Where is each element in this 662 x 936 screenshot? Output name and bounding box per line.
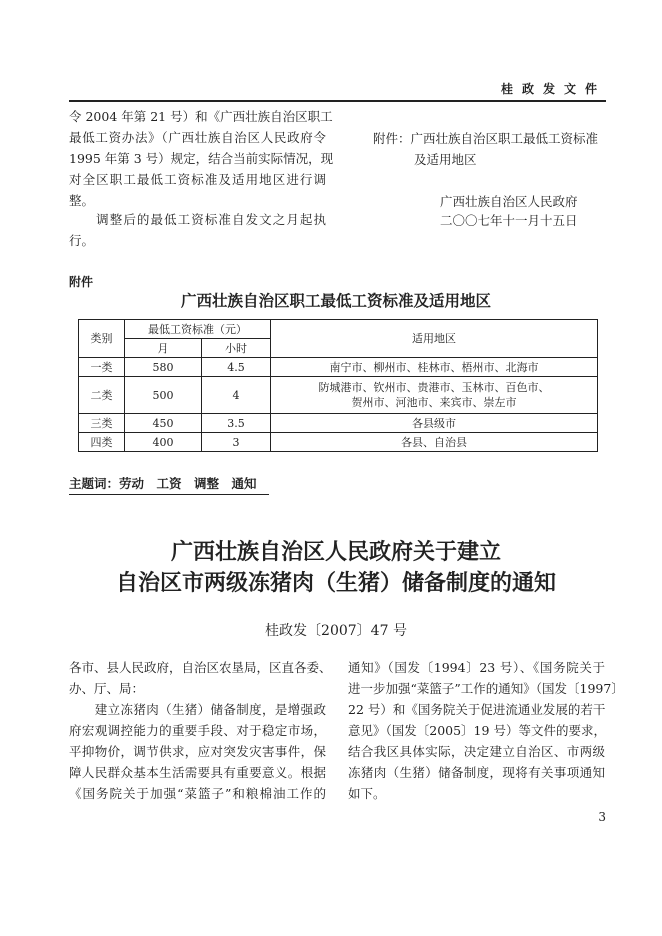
cell-hour: 3.5 [202, 414, 271, 433]
issue-date: 二〇〇七年十一月十五日 [440, 213, 578, 228]
keywords-rule [69, 494, 269, 495]
cell-month: 500 [125, 377, 202, 414]
table-row [79, 377, 598, 414]
cell-category: 四类 [79, 433, 125, 452]
text-line: 《国务院关于加强“菜篮子”和粮棉油工作的 [69, 786, 326, 801]
keywords: 主题词：劳动 工资 调整 通知 [69, 476, 257, 491]
text-line: 障人民群众基本生活需要具有重要意义。根据 [69, 765, 326, 780]
text-line: 通知》（国发〔1994〕23 号）、《国务院关于 [348, 660, 605, 675]
cell-region: 南宁市、柳州市、桂林市、梧州市、北海市 [271, 358, 598, 377]
cell-region: 各县级市 [271, 414, 598, 433]
signer: 广西壮族自治区人民政府 [440, 194, 578, 209]
header-region: 适用地区 [271, 320, 598, 358]
text-line: 意见》（国发〔2005〕19 号）等文件的要求， [348, 723, 606, 738]
text-line: 冻猪肉（生猪）储备制度，现将有关事项通知 [348, 765, 605, 780]
text-line: 结合我区具体实际，决定建立自治区、市两级 [348, 744, 605, 759]
text-line: 如下。 [348, 786, 386, 801]
cell-month: 580 [125, 358, 202, 377]
table-row [79, 433, 598, 452]
text-line: 平抑物价，调节供求，应对突发灾害事件，保 [69, 744, 326, 759]
header-month: 月 [125, 339, 202, 358]
text-line: 最低工资办法》（广西壮族自治区人民政府令 [69, 130, 326, 145]
cell-hour: 4 [202, 377, 271, 414]
text-line: 办、厅、局： [69, 681, 145, 696]
cell-region [271, 377, 598, 414]
cell-month: 450 [125, 414, 202, 433]
notice-left-column [69, 657, 332, 804]
text-line: 调整后的最低工资标准自发文之月起执 [69, 212, 326, 227]
cell-hour: 3 [202, 433, 271, 452]
wage-standard-table [78, 319, 598, 452]
text-line: 府宏观调控能力的重要手段、对于稳定市场， [69, 723, 326, 738]
attachment-reference: 附件：广西壮族自治区职工最低工资标准 [373, 131, 599, 146]
table-header-row [79, 320, 598, 339]
attachment-label: 附件 [69, 275, 94, 289]
attachment-reference-cont: 及适用地区 [414, 152, 477, 167]
text-line: 对全区职工最低工资标准及适用地区进行调 [69, 172, 326, 187]
table-row [79, 414, 598, 433]
text-line: 行。 [69, 233, 95, 248]
cell-category: 一类 [79, 358, 125, 377]
header-standard: 最低工资标准（元） [125, 320, 271, 339]
text-line: 整。 [69, 193, 95, 208]
region-line: 防城港市、钦州市、贵港市、玉林市、百色市、 [318, 381, 550, 394]
text-line: 1995 年第 3 号）规定，结合当前实际情况，现 [69, 151, 334, 166]
cell-category: 二类 [79, 377, 125, 414]
header-category: 类别 [79, 320, 125, 358]
prev-doc-left-column [69, 106, 334, 251]
header-rule [69, 100, 606, 102]
header-hour: 小时 [202, 339, 271, 358]
text-line: 22 号）和《国务院关于促进流通业发展的若干 [348, 702, 606, 717]
text-line: 建立冻猪肉（生猪）储备制度，是增强政 [69, 702, 326, 717]
cell-month: 400 [125, 433, 202, 452]
text-line: 令 2004 年第 21 号）和《广西壮族自治区职工 [69, 109, 333, 124]
notice-title-line2: 自治区市两级冻猪肉（生猪）储备制度的通知 [115, 570, 556, 596]
document-number: 桂政发〔2007〕47 号 [265, 623, 407, 639]
table-row [79, 358, 598, 377]
page-number: 3 [598, 810, 606, 824]
region-line: 贺州市、河池市、来宾市、崇左市 [351, 396, 517, 409]
cell-category: 三类 [79, 414, 125, 433]
text-line: 进一步加强“菜篮子”工作的通知》（国发〔1997〕 [348, 681, 624, 696]
attachment-title: 广西壮族自治区职工最低工资标准及适用地区 [180, 291, 491, 310]
running-header: 桂政发文件 [500, 82, 606, 96]
cell-hour: 4.5 [202, 358, 271, 377]
text-line: 各市、县人民政府，自治区农垦局，区直各委、 [69, 660, 332, 675]
notice-right-column [348, 657, 624, 804]
notice-title-line1: 广西壮族自治区人民政府关于建立 [170, 539, 501, 565]
cell-region: 各县、自治县 [271, 433, 598, 452]
